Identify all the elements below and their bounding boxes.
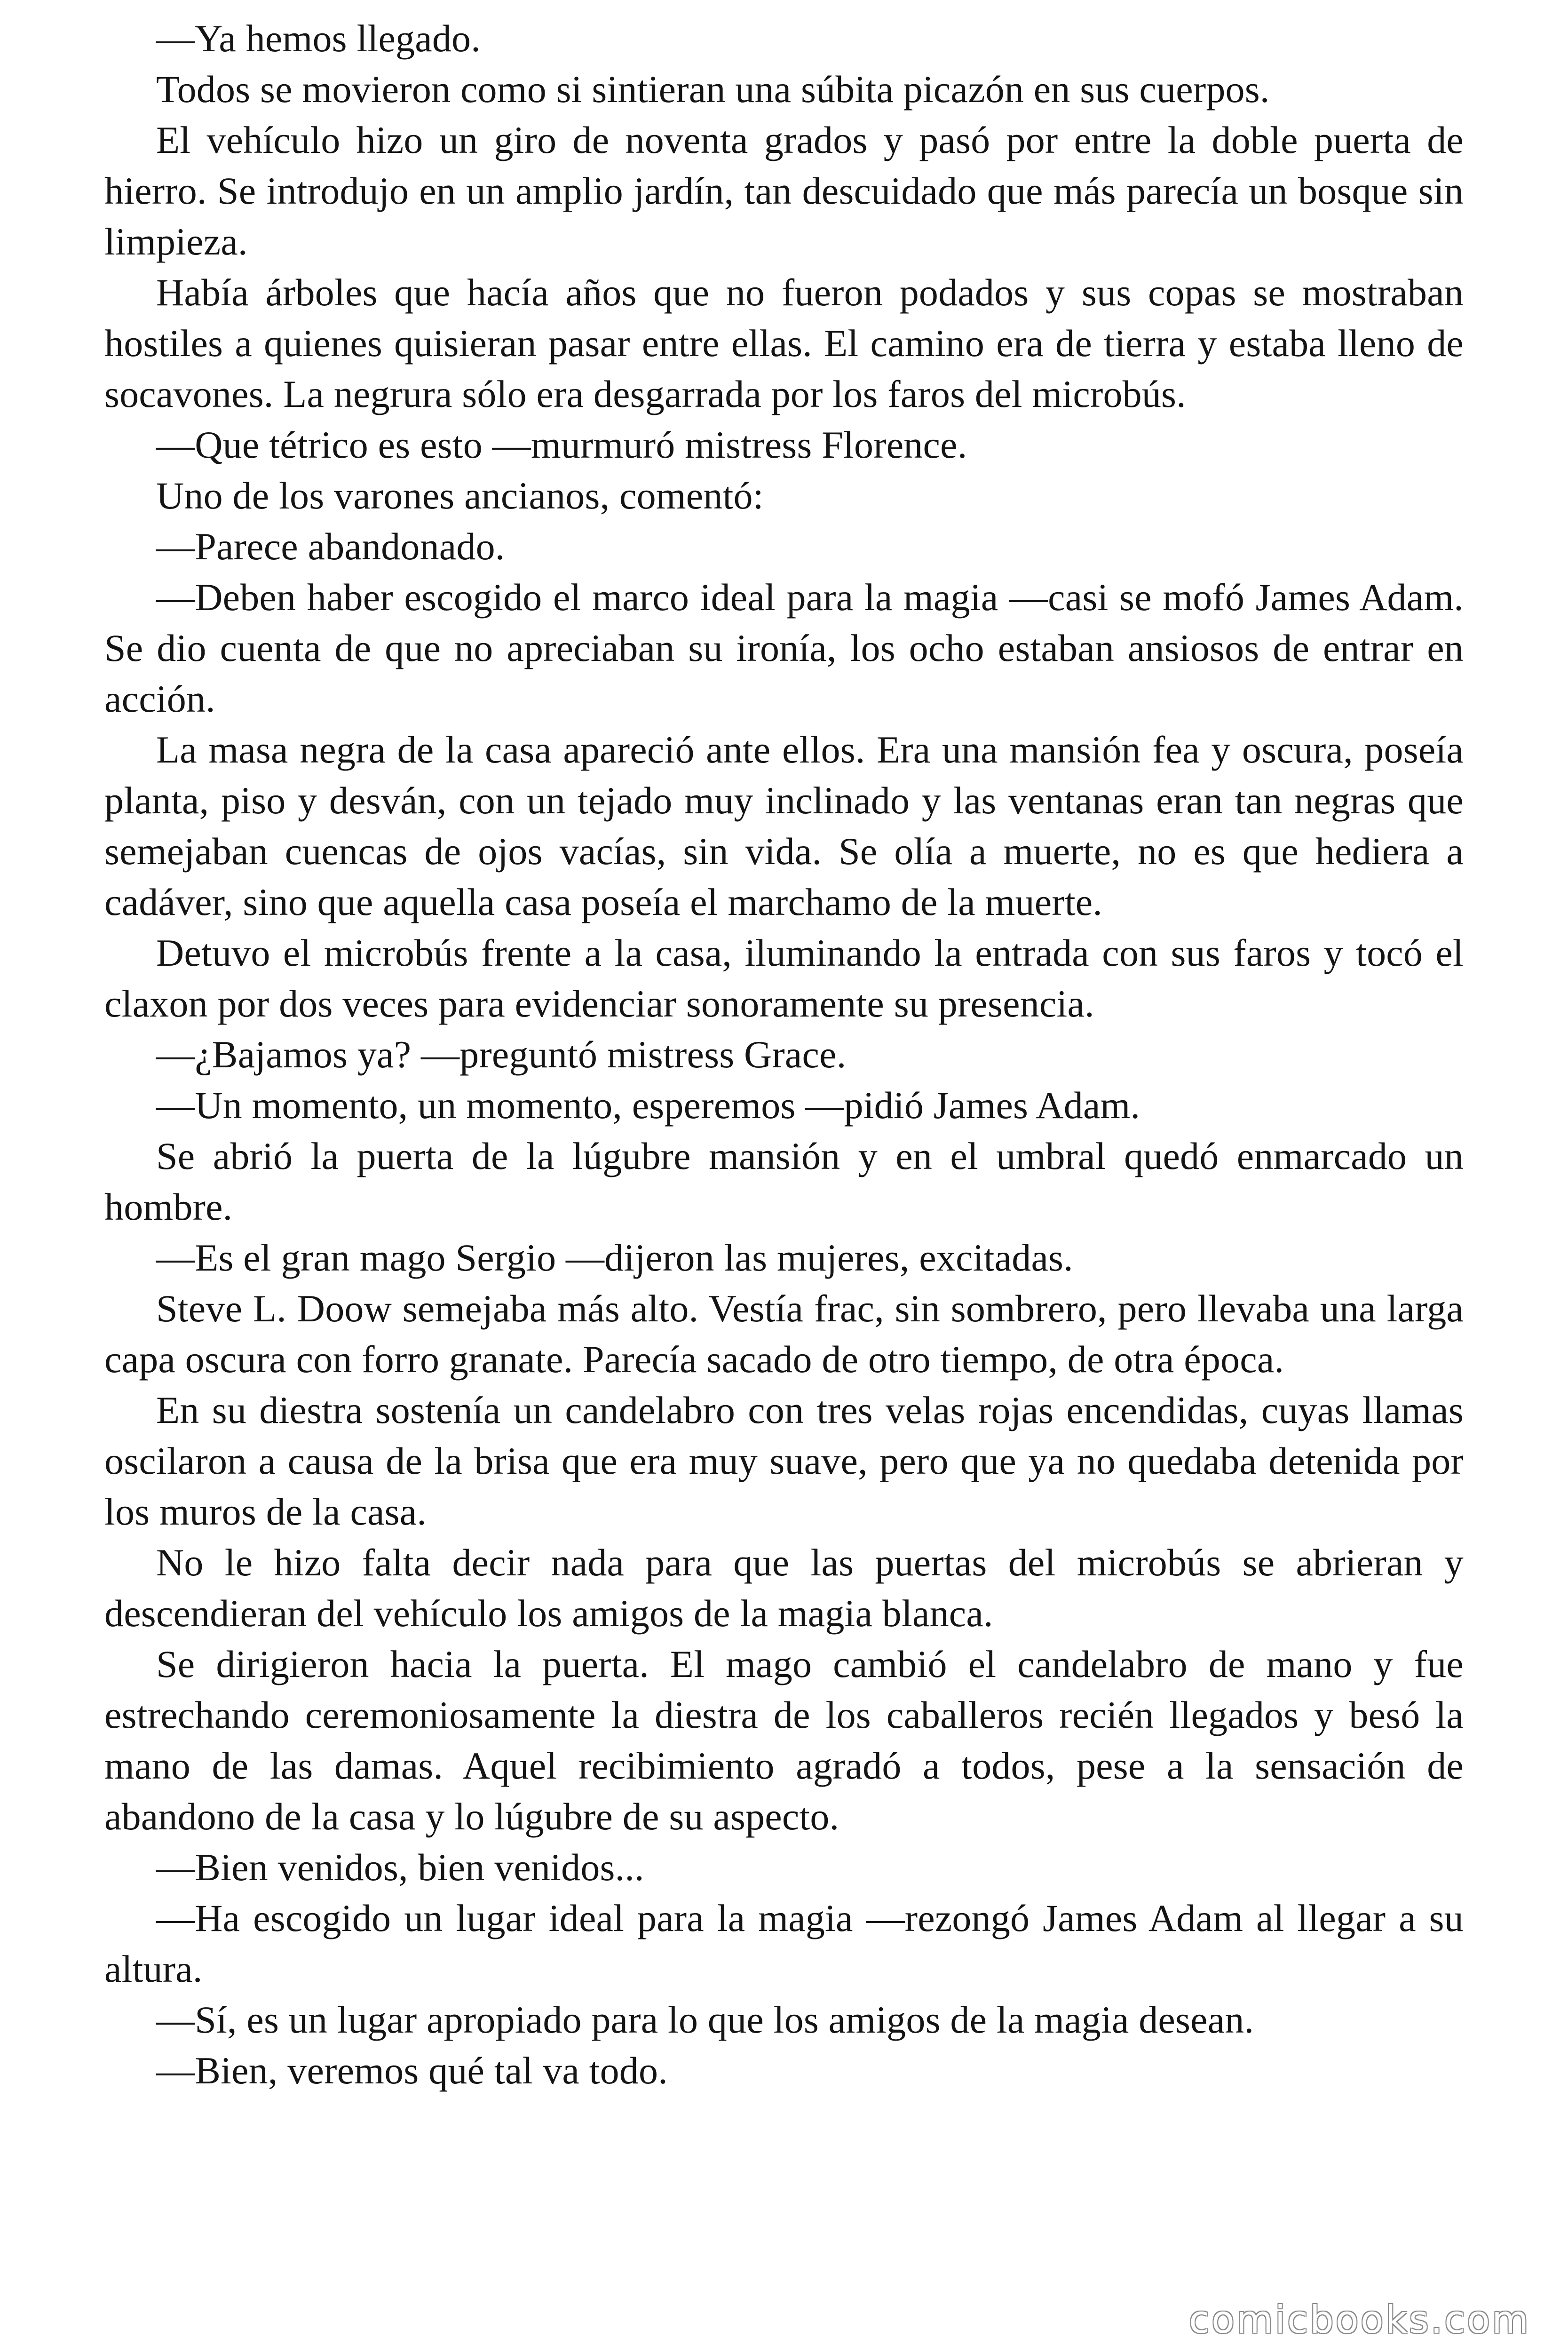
paragraph: —Un momento, un momento, esperemos —pidió James Adam. <box>156 1084 1140 1127</box>
paragraph: No le hizo falta decir nada para que las puertas del microbús se abrieran y descendieran del vehículo los amigos de la magia blanca. <box>104 1541 1464 1635</box>
paragraph: La masa negra de la casa apareció ante ellos. Era una mansión fea y oscura, poseía planta, piso y desván, con un tejado muy inclinado y las ventanas eran tan negras que semejaban cuencas de ojos vacías, sin vida. Se olía a muerte, no es que hediera a cadáver, sino que aquella casa poseía el marchamo de la muerte. <box>104 728 1464 923</box>
paragraph: Detuvo el microbús frente a la casa, iluminando la entrada con sus faros y tocó el claxon por dos veces para evidenciar sonoramente su presencia. <box>104 931 1464 1025</box>
paragraph: Se dirigieron hacia la puerta. El mago cambió el candelabro de mano y fue estrechando ceremoniosamente la diestra de los caballeros recién llegados y besó la mano de las damas. Aquel recibimiento agradó a todos, pese a la sensación de abandono de la casa y lo lúgubre de su aspecto. <box>104 1643 1464 1838</box>
paragraph: —Bien venidos, bien venidos... <box>156 1846 644 1889</box>
paragraph: —Deben haber escogido el marco ideal para la magia —casi se mofó James Adam. Se dio cuenta de que no apreciaban su ironía, los ocho estaban ansiosos de entrar en acción. <box>104 576 1464 720</box>
book-page-text <box>104 13 1464 2096</box>
paragraph: —Ya hemos llegado. <box>156 17 481 60</box>
watermark: comicbooks.com <box>1188 2298 1530 2342</box>
paragraph: El vehículo hizo un giro de noventa grados y pasó por entre la doble puerta de hierro. Se introdujo en un amplio jardín, tan descuidado que más parecía un bosque sin limpieza. <box>104 119 1464 263</box>
paragraph: —Bien, veremos qué tal va todo. <box>156 2049 668 2092</box>
paragraph: Todos se movieron como si sintieran una súbita picazón en sus cuerpos. <box>156 68 1270 111</box>
paragraph: —Ha escogido un lugar ideal para la magia —rezongó James Adam al llegar a su altura. <box>104 1897 1464 1990</box>
paragraph: —Es el gran mago Sergio —dijeron las mujeres, excitadas. <box>156 1236 1073 1279</box>
paragraph: —Parece abandonado. <box>156 525 505 568</box>
paragraph: Uno de los varones ancianos, comentó: <box>156 474 764 517</box>
paragraph: Se abrió la puerta de la lúgubre mansión y en el umbral quedó enmarcado un hombre. <box>104 1135 1464 1228</box>
paragraph: —¿Bajamos ya? —preguntó mistress Grace. <box>156 1033 847 1076</box>
paragraph: Había árboles que hacía años que no fueron podados y sus copas se mostraban hostiles a quienes quisieran pasar entre ellas. El camino era de tierra y estaba lleno de socavones. La negrura sólo era desgarrada por los faros del microbús. <box>104 271 1464 415</box>
paragraph: —Sí, es un lugar apropiado para lo que los amigos de la magia desean. <box>156 1998 1254 2041</box>
paragraph: En su diestra sostenía un candelabro con tres velas rojas encendidas, cuyas llamas oscilaron a causa de la brisa que era muy suave, pero que ya no quedaba detenida por los muros de la casa. <box>104 1389 1464 1533</box>
paragraph: Steve L. Doow semejaba más alto. Vestía frac, sin sombrero, pero llevaba una larga capa oscura con forro granate. Parecía sacado de otro tiempo, de otra época. <box>104 1287 1464 1381</box>
paragraph: —Que tétrico es esto —murmuró mistress Florence. <box>156 423 967 466</box>
